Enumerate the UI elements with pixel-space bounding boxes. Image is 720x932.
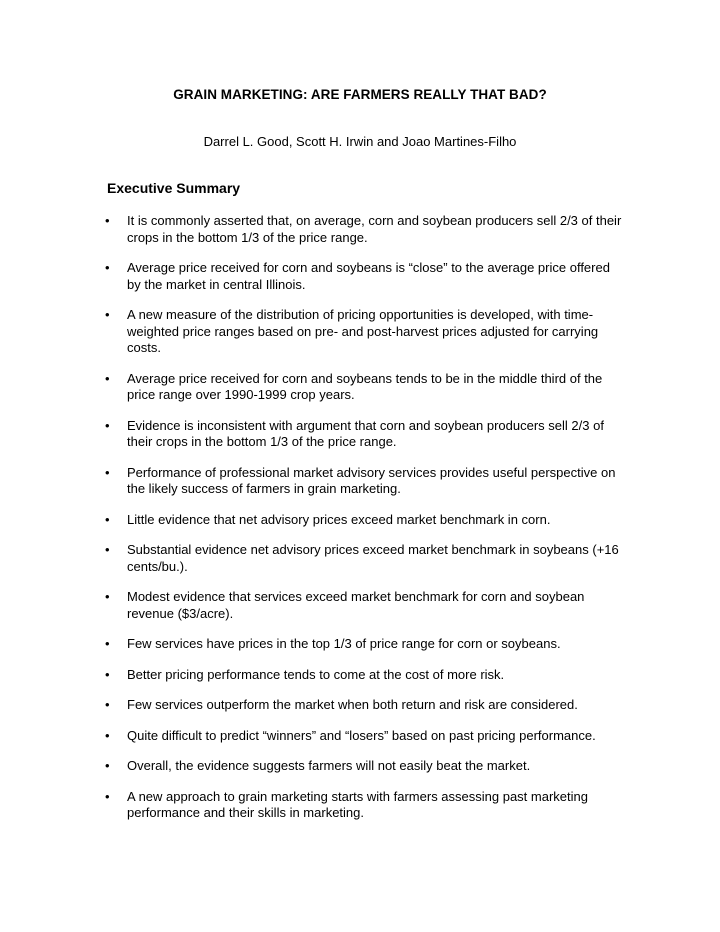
list-item-text: It is commonly asserted that, on average, corn and soybean producers sell 2/3 of their crops in the bottom 1/3 of the price range. — [127, 213, 622, 245]
list-item-text: Modest evidence that services exceed market benchmark for corn and soybean revenue ($3/acre). — [127, 589, 585, 621]
executive-summary-list — [105, 213, 625, 836]
list-item-text: Substantial evidence net advisory prices exceed market benchmark in soybeans (+16 cents/bu.). — [127, 542, 619, 574]
bullet-icon: • — [105, 370, 110, 386]
bullet-icon: • — [105, 758, 110, 773]
list-item-text: Average price received for corn and soybeans is “close” to the average price offered by the market in central Illinois. — [127, 260, 610, 292]
list-item — [105, 512, 625, 529]
bullet-icon: • — [105, 511, 110, 527]
bullet-icon: • — [105, 542, 110, 557]
list-item-text: Better pricing performance tends to come at the cost of more risk. — [127, 666, 505, 682]
list-item — [105, 589, 625, 622]
bullet-icon: • — [105, 589, 110, 604]
list-item-text: Overall, the evidence suggests farmers will not easily beat the market. — [127, 758, 531, 773]
list-item — [105, 213, 625, 246]
list-item-text: Few services outperform the market when both return and risk are considered. — [127, 697, 578, 712]
list-item — [105, 542, 625, 575]
document-title: GRAIN MARKETING: ARE FARMERS REALLY THAT BAD? — [173, 87, 547, 102]
list-item — [105, 307, 625, 357]
list-item — [105, 418, 625, 451]
bullet-icon: • — [105, 213, 110, 228]
bullet-icon: • — [105, 666, 110, 682]
list-item-text: Quite difficult to predict “winners” and “losers” based on past pricing performance. — [127, 727, 596, 743]
bullet-icon: • — [105, 417, 110, 433]
bullet-icon: • — [105, 260, 110, 275]
bullet-icon: • — [105, 307, 110, 322]
list-item — [105, 697, 625, 714]
bullet-icon: • — [105, 788, 110, 804]
bullet-icon: • — [105, 727, 110, 743]
list-item-text: Performance of professional market advisory services provides useful perspective on the likely success of farmers in grain marketing. — [127, 464, 616, 496]
list-item-text: A new approach to grain marketing starts with farmers assessing past marketing performance and their skills in marketing. — [127, 788, 588, 820]
list-item — [105, 636, 625, 653]
bullet-icon: • — [105, 464, 110, 480]
section-heading: Executive Summary — [107, 180, 241, 196]
list-item-text: A new measure of the distribution of pricing opportunities is developed, with time-weighted price ranges based on pre- and post-harvest prices adjusted for carrying costs. — [127, 307, 599, 355]
list-item — [105, 758, 625, 775]
bullet-icon: • — [105, 697, 110, 712]
list-item — [105, 789, 625, 822]
document-authors: Darrel L. Good, Scott H. Irwin and Joao Martines-Filho — [203, 134, 517, 149]
list-item-text: Average price received for corn and soybeans tends to be in the middle third of the price range over 1990-1999 crop years. — [127, 370, 603, 402]
list-item-text: Little evidence that net advisory prices exceed market benchmark in corn. — [127, 511, 551, 527]
list-item-text: Evidence is inconsistent with argument that corn and soybean producers sell 2/3 of their crops in the bottom 1/3 of the price range. — [127, 417, 604, 449]
bullet-icon: • — [105, 636, 110, 651]
list-item — [105, 728, 625, 745]
list-item — [105, 465, 625, 498]
list-item — [105, 260, 625, 293]
list-item-text: Few services have prices in the top 1/3 of price range for corn or soybeans. — [127, 636, 561, 651]
list-item — [105, 667, 625, 684]
list-item — [105, 371, 625, 404]
